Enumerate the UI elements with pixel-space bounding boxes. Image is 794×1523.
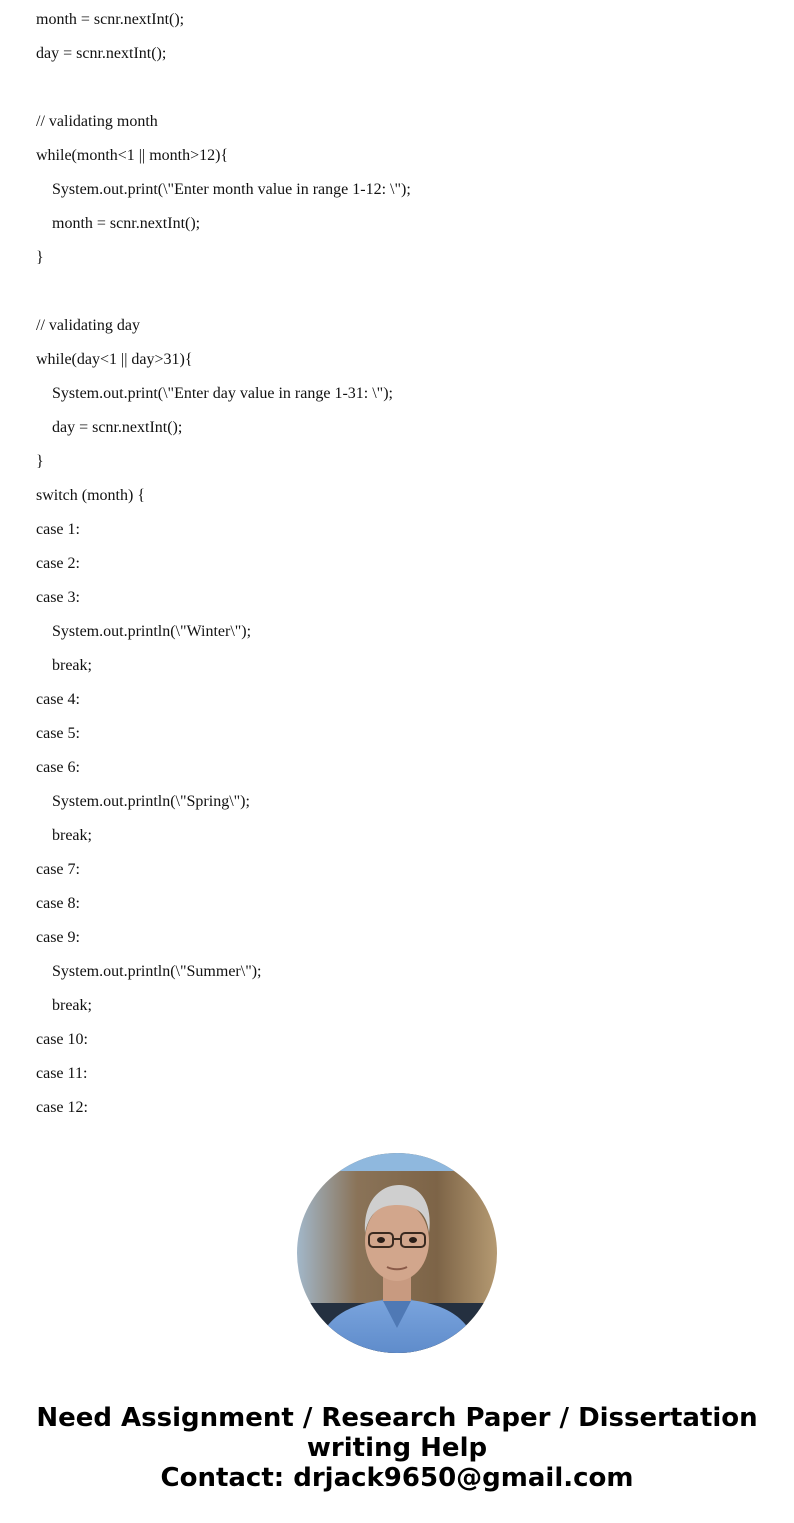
promo-line-2: writing Help [306, 1433, 488, 1463]
code-line: case 5: [36, 725, 80, 742]
code-line: case 9: [36, 929, 80, 946]
code-line: System.out.print(\"Enter month value in range 1-12: \"); [52, 181, 411, 198]
code-line: System.out.println(\"Winter\"); [52, 623, 252, 640]
code-line: break; [52, 657, 92, 674]
code-line: switch (month) { [36, 487, 145, 504]
code-line: case 6: [36, 759, 80, 776]
author-photo [297, 1153, 497, 1353]
code-line: while(day<1 || day>31){ [36, 351, 193, 368]
promo-line-1: Need Assignment / Research Paper / Dissertation [36, 1403, 758, 1433]
code-line: month = scnr.nextInt(); [36, 11, 185, 28]
code-line: break; [52, 997, 92, 1014]
code-line: day = scnr.nextInt(); [52, 419, 183, 436]
code-line: case 4: [36, 691, 80, 708]
code-line: // validating day [36, 317, 140, 334]
code-line: while(month<1 || month>12){ [36, 147, 229, 164]
promo-contact-email[interactable]: Contact: drjack9650@gmail.com [160, 1463, 634, 1493]
code-line: case 2: [36, 555, 80, 572]
promo-banner [0, 1403, 794, 1493]
code-line [36, 68, 776, 102]
code-line: System.out.println(\"Summer\"); [52, 963, 262, 980]
code-line: System.out.print(\"Enter day value in range 1-31: \"); [52, 385, 393, 402]
code-line: case 3: [36, 589, 80, 606]
code-line: case 1: [36, 521, 80, 538]
code-line: month = scnr.nextInt(); [52, 215, 201, 232]
code-line: case 12: [36, 1099, 88, 1116]
code-line: day = scnr.nextInt(); [36, 45, 167, 62]
code-line: } [36, 249, 44, 266]
code-line: System.out.println(\"Spring\"); [52, 793, 250, 810]
person-avatar-icon [297, 1153, 497, 1353]
code-line: break; [52, 827, 92, 844]
code-line: } [36, 453, 44, 470]
code-line: case 10: [36, 1031, 88, 1048]
code-line [36, 272, 776, 306]
code-line: // validating month [36, 113, 158, 130]
code-line: case 8: [36, 895, 80, 912]
code-line: case 7: [36, 861, 80, 878]
code-line: case 11: [36, 1065, 88, 1082]
code-listing [36, 0, 776, 1122]
